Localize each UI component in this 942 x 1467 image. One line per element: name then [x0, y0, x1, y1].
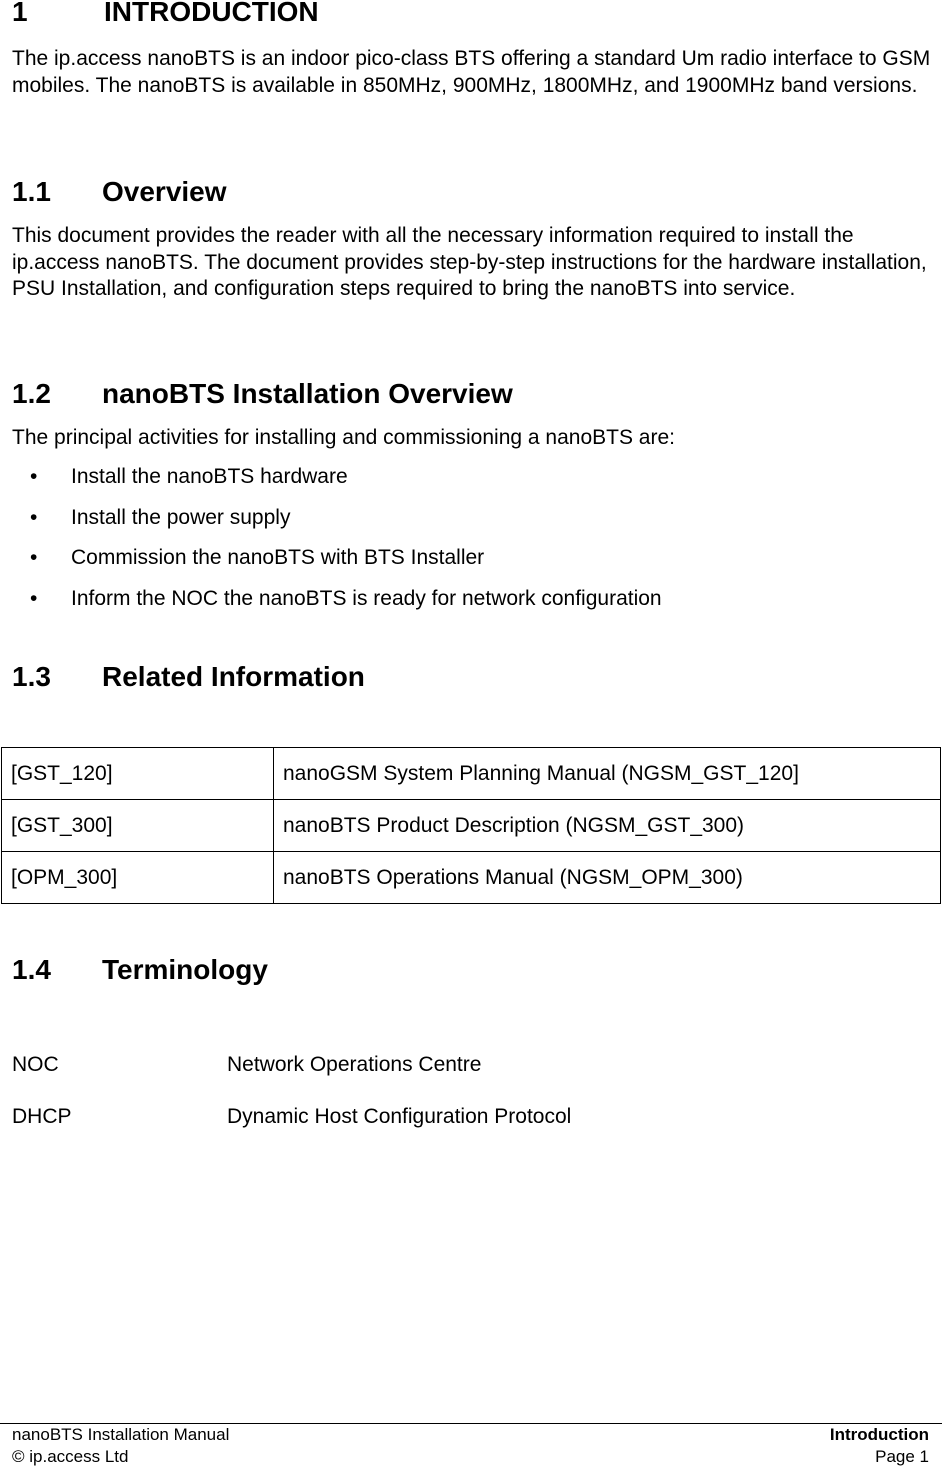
table-row — [2, 748, 941, 800]
overview-text: This document provides the reader with all the necessary information required to install the ip.access nanoBTS. The document provides step-by-step instructions for the hardware installation, PSU Installation, and configuration steps required to bring the nanoBTS into service. — [12, 224, 927, 300]
bullet-icon: • — [30, 546, 38, 569]
term-abbreviation: NOC — [12, 1053, 59, 1076]
chapter-number: 1 — [12, 0, 28, 27]
section-title: Related Information — [102, 661, 365, 692]
list-item-text: Inform the NOC the nanoBTS is ready for network configuration — [71, 586, 662, 610]
chapter-title: INTRODUCTION — [104, 0, 319, 27]
reference-code: [GST_300] — [2, 800, 274, 852]
section-heading-installation-overview — [12, 378, 513, 410]
bullet-icon: • — [30, 586, 38, 610]
table-row — [2, 800, 941, 852]
chapter-heading — [12, 0, 319, 28]
section-heading-related-information — [12, 661, 365, 693]
installation-overview-text: The principal activities for installing and commissioning a nanoBTS are: — [12, 426, 675, 449]
reference-title: nanoGSM System Planning Manual (NGSM_GST_120] — [274, 748, 941, 800]
section-title: nanoBTS Installation Overview — [102, 378, 513, 409]
reference-title: nanoBTS Product Description (NGSM_GST_300) — [274, 800, 941, 852]
list-item — [30, 505, 662, 546]
footer-doc-title: nanoBTS Installation Manual — [12, 1425, 230, 1444]
bullet-icon: • — [30, 505, 38, 529]
reference-code: [OPM_300] — [2, 852, 274, 904]
section-number: 1.3 — [12, 661, 51, 692]
list-item-text: Install the nanoBTS hardware — [71, 465, 348, 488]
activities-list — [30, 464, 662, 626]
section-number: 1.1 — [12, 176, 51, 207]
section-heading-terminology — [12, 954, 268, 986]
list-item — [30, 464, 662, 505]
footer-copyright: © ip.access Ltd — [12, 1447, 129, 1466]
footer-page-number: Page 1 — [875, 1447, 929, 1466]
term-row — [12, 1105, 571, 1129]
section-title: Overview — [102, 176, 227, 207]
table-row — [2, 852, 941, 904]
bullet-icon: • — [30, 465, 38, 488]
section-heading-overview — [12, 176, 227, 208]
footer-section-name: Introduction — [829, 1425, 929, 1444]
list-item-text: Commission the nanoBTS with BTS Installer — [71, 546, 485, 569]
section-number: 1.4 — [12, 954, 51, 985]
reference-title: nanoBTS Operations Manual (NGSM_OPM_300) — [274, 852, 941, 904]
footer-divider — [0, 1423, 942, 1424]
list-item — [30, 545, 662, 586]
term-row — [12, 1053, 481, 1077]
term-abbreviation: DHCP — [12, 1105, 72, 1128]
section-title: Terminology — [102, 954, 268, 985]
reference-code: [GST_120] — [2, 748, 274, 800]
section-number: 1.2 — [12, 378, 51, 409]
list-item — [30, 586, 662, 627]
chapter-intro: The ip.access nanoBTS is an indoor pico-class BTS offering a standard Um radio interface to GSM mobiles. The nanoBTS is available in 850MHz, 900MHz, 1800MHz, and 1900MHz band versions. — [12, 47, 931, 97]
term-definition: Dynamic Host Configuration Protocol — [227, 1105, 572, 1128]
list-item-text: Install the power supply — [71, 505, 291, 529]
related-information-table — [1, 747, 941, 904]
term-definition: Network Operations Centre — [227, 1053, 482, 1076]
